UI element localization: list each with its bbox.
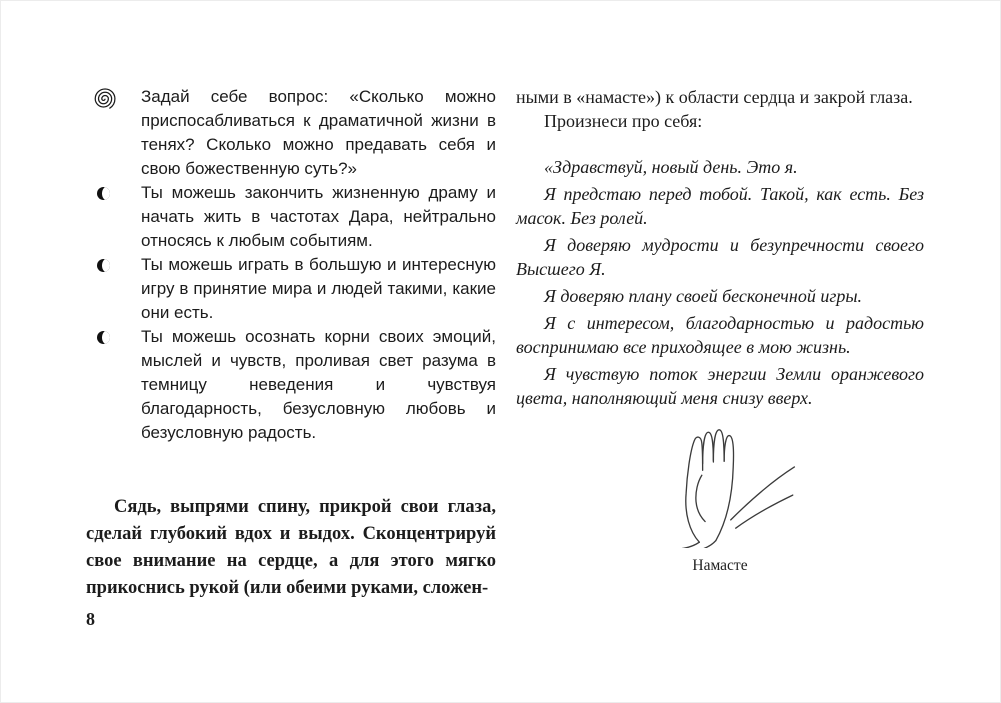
body-paragraph: Произнеси про себя: (544, 111, 703, 131)
bullet-text: Задай себе вопрос: «Сколько можно приспосабливаться к драматичной жизни в тенях? Сколько можно предавать себя и свою божественную суть?» (141, 87, 496, 178)
bullet-text: Ты можешь осознать корни своих эмоций, мыслей и чувств, проливая свет разума в темницу неведения и чувствуя благодарность, безусловную любовь и безусловную радость. (141, 327, 496, 442)
left-column (86, 85, 496, 602)
bullet-icon-cell (86, 181, 141, 200)
page-number: 8 (86, 609, 95, 629)
bullet-icon-cell (86, 325, 141, 344)
prayer-line: Я предстаю перед тобой. Такой, как есть. Без масок. Без ролей. (516, 184, 924, 228)
figure-caption: Намасте (692, 557, 748, 574)
crescent-icon (97, 331, 110, 344)
body-paragraph: ными в «намасте») к области сердца и закрой глаза. (516, 87, 913, 107)
crescent-icon (97, 187, 110, 200)
list-item (86, 181, 496, 253)
prayer-line: «Здравствуй, новый день. Это я. (544, 157, 798, 177)
prayer-line: Я с интересом, благодарностью и радостью воспринимаю все приходящее в мою жизнь. (516, 313, 924, 357)
bullet-text: Ты можешь играть в большую и интересную игру в принятие мира и людей такими, какие они есть. (141, 255, 496, 322)
list-item (86, 325, 496, 445)
prayer-line: Я чувствую поток энергии Земли оранжевого цвета, наполняющий меня снизу вверх. (516, 364, 924, 408)
list-item (86, 253, 496, 325)
right-column (516, 85, 924, 578)
spiral-icon (91, 85, 118, 112)
crescent-icon (97, 259, 110, 272)
prayer-line: Я доверяю мудрости и безупречности своего Высшего Я. (516, 235, 924, 279)
list-item (86, 85, 496, 181)
body-paragraph: Сядь, выпрями спину, прикрой свои глаза, сделай глубокий вдох и выдох. Сконцентрируй свое внимание на сердце, а для этого мягко прикоснись рукой (или обеими руками, сложен- (86, 497, 496, 598)
bullet-text: Ты можешь закончить жизненную драму и начать жить в частотах Дара, нейтрально относясь к любым событиям. (141, 183, 496, 250)
bullet-icon-cell (86, 85, 141, 112)
namaste-hands-image (625, 424, 815, 548)
prayer-line: Я доверяю плану своей бесконечной игры. (544, 286, 863, 306)
prayer-block (516, 155, 924, 410)
bullet-list (86, 85, 496, 445)
figure (516, 424, 924, 578)
bullet-icon-cell (86, 253, 141, 272)
